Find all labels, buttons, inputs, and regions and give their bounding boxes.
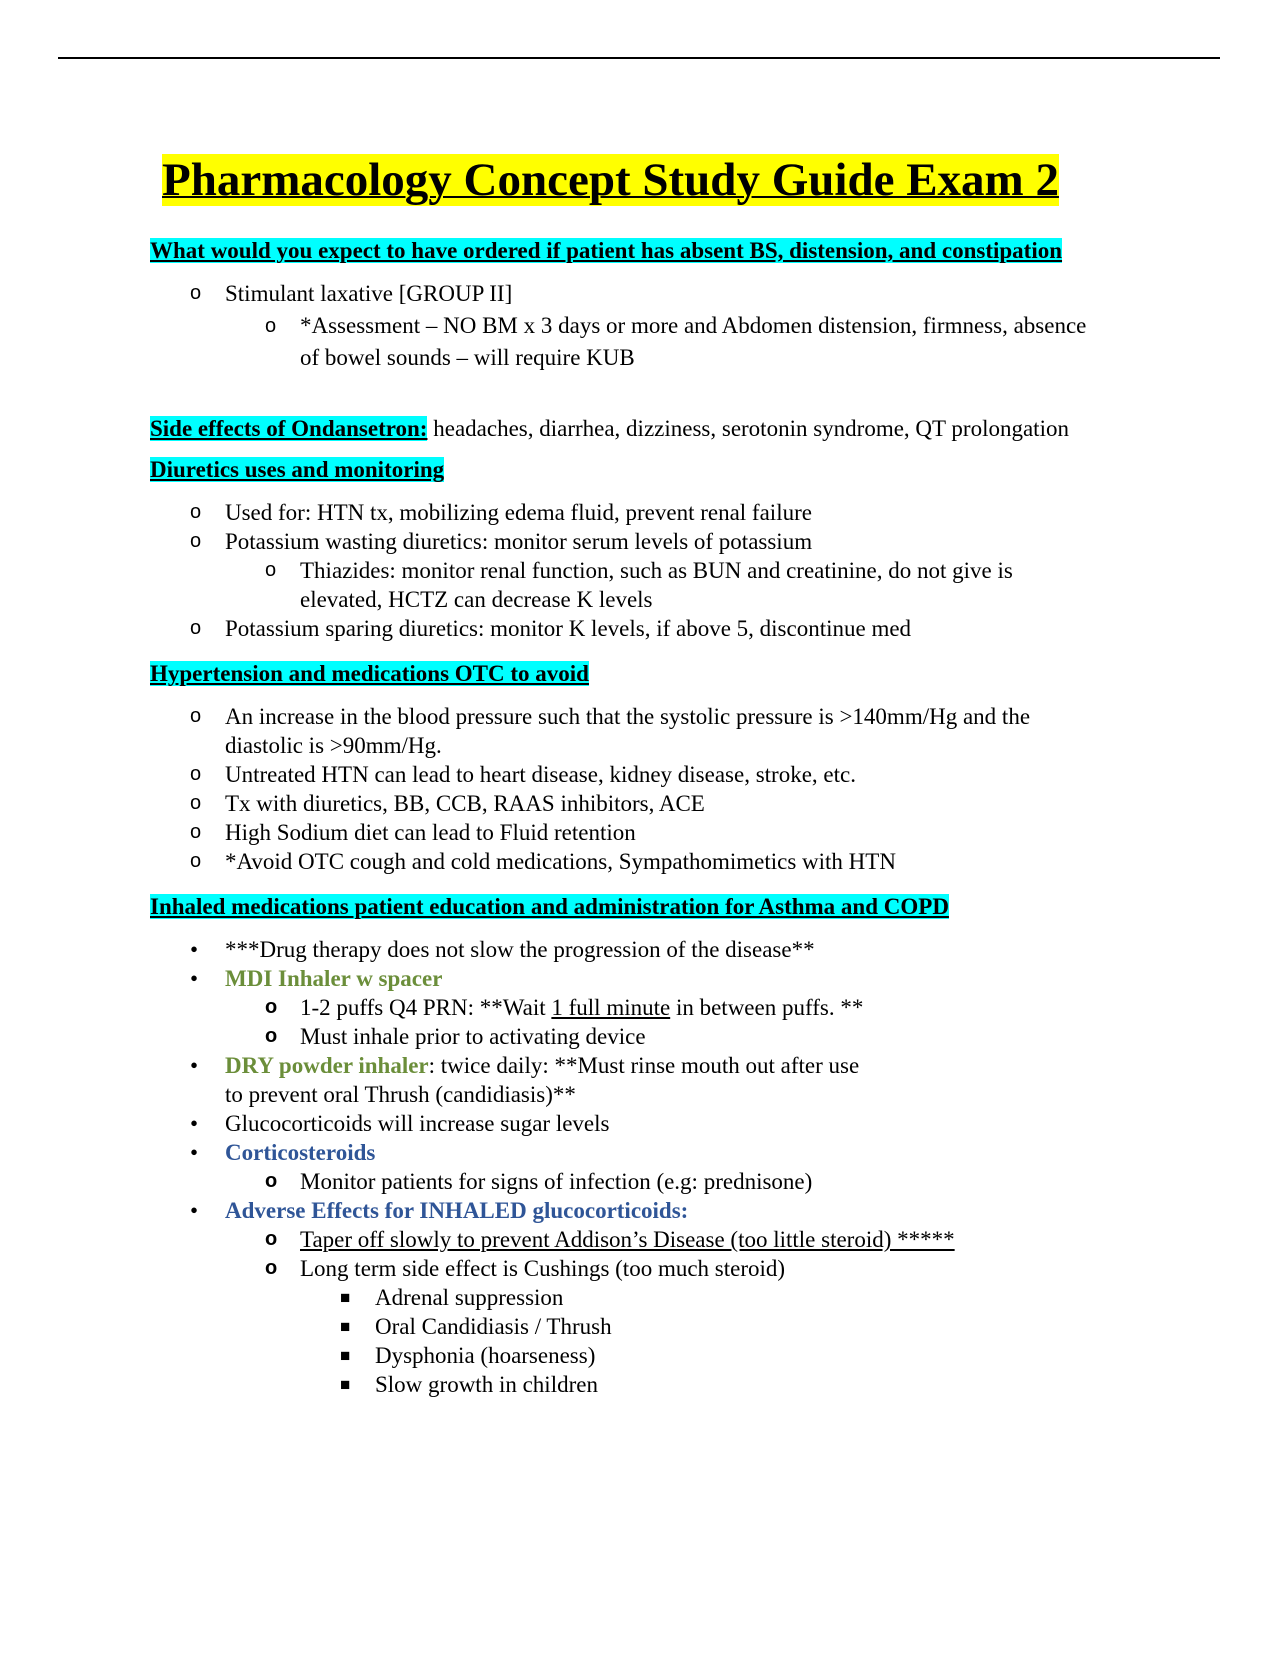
circle-bullet-icon: o — [190, 792, 202, 814]
list-item: o Used for: HTN tx, mobilizing edema fluid, prevent renal failure — [190, 500, 812, 525]
section-heading-constipation: What would you expect to have ordered if patient has absent BS, distension, and constipation — [150, 238, 1063, 263]
top-rule — [58, 57, 1220, 59]
list-item: o High Sodium diet can lead to Fluid retention — [190, 820, 636, 845]
circle-bullet-icon: o — [190, 501, 202, 523]
circle-bullet-icon: o — [190, 282, 202, 304]
list-item: • Glucocorticoids will increase sugar levels — [190, 1111, 610, 1136]
list-item: o *Assessment – NO BM x 3 days or more and Abdomen distension, firmness, absence of bowel sounds – will require KUB — [150, 310, 1090, 374]
list-item: • ***Drug therapy does not slow the progression of the disease** — [190, 937, 815, 962]
list-item: • Adverse Effects for INHALED glucocorticoids: — [190, 1198, 689, 1223]
list-item: o Untreated HTN can lead to heart disease, kidney disease, stroke, etc. — [190, 762, 856, 787]
circle-bullet-icon: o — [265, 1170, 278, 1192]
list-item: o Tx with diuretics, BB, CCB, RAAS inhibitors, ACE — [190, 791, 705, 816]
circle-bullet-icon: o — [265, 315, 277, 337]
bullet-icon: • — [190, 966, 199, 991]
list-item: o Thiazides: monitor renal function, such as BUN and creatinine, do not give is elevated, HCTZ can decrease K levels — [265, 558, 1013, 612]
circle-bullet-icon: o — [265, 1228, 278, 1250]
list-item: • DRY powder inhaler: twice daily: **Must rinse mouth out after use to prevent oral Thrush (candidiasis)** — [190, 1053, 860, 1107]
section-heading-diuretics: Diuretics uses and monitoring — [150, 457, 445, 482]
square-bullet-icon: ■ — [340, 1346, 351, 1365]
list-item: ■ Slow growth in children — [340, 1372, 598, 1397]
list-item: ■ Dysphonia (hoarseness) — [340, 1343, 596, 1368]
circle-bullet-icon: o — [265, 1257, 278, 1279]
section-heading-inhaled: Inhaled medications patient education and administration for Asthma and COPD — [150, 894, 949, 919]
circle-bullet-icon: o — [190, 530, 202, 552]
square-bullet-icon: ■ — [340, 1317, 351, 1336]
list-item: o Potassium sparing diuretics: monitor K levels, if above 5, discontinue med — [190, 616, 912, 641]
list-item: ■ Oral Candidiasis / Thrush — [340, 1314, 612, 1339]
page-title: Pharmacology Concept Study Guide Exam 2 — [162, 154, 1059, 206]
circle-bullet-icon: o — [190, 763, 202, 785]
list-item: • Corticosteroids — [190, 1140, 376, 1165]
list-item: o Long term side effect is Cushings (too much steroid) — [265, 1256, 786, 1281]
bullet-icon: • — [190, 1053, 199, 1078]
circle-bullet-icon: o — [265, 1025, 278, 1047]
list-item: • MDI Inhaler w spacer — [190, 966, 443, 991]
bullet-icon: • — [190, 1198, 199, 1223]
list-item: o An increase in the blood pressure such that the systolic pressure is >140mm/Hg and the diastolic is >90mm/Hg. — [190, 704, 1031, 758]
square-bullet-icon: ■ — [340, 1375, 351, 1394]
section-heading-hypertension: Hypertension and medications OTC to avoid — [150, 661, 589, 686]
circle-bullet-icon: o — [190, 850, 202, 872]
list-item: o Potassium wasting diuretics: monitor serum levels of potassium — [190, 529, 813, 554]
list-item: o 1-2 puffs Q4 PRN: **Wait 1 full minute in between puffs. ** — [265, 995, 864, 1020]
diuretics-list — [150, 498, 1090, 643]
inhaled-list — [150, 935, 1090, 1399]
circle-bullet-icon: o — [265, 559, 277, 581]
list-item: ■ Adrenal suppression — [340, 1285, 564, 1310]
hypertension-list — [150, 702, 1090, 876]
ondansetron-paragraph: Side effects of Ondansetron: headaches, diarrhea, dizziness, serotonin syndrome, QT prolongation — [150, 416, 1069, 441]
document-body — [150, 236, 1090, 1399]
list-item: o Monitor patients for signs of infection (e.g: prednisone) — [265, 1169, 813, 1194]
list-item: o Taper off slowly to prevent Addison’s Disease (too little steroid) ***** — [265, 1227, 955, 1252]
circle-bullet-icon: o — [190, 705, 202, 727]
circle-bullet-icon: o — [265, 996, 278, 1018]
constipation-list — [150, 279, 1090, 374]
bullet-icon: • — [190, 1140, 199, 1165]
list-item: o Stimulant laxative [GROUP II] — [190, 281, 513, 306]
list-item: o Must inhale prior to activating device — [265, 1024, 646, 1049]
circle-bullet-icon: o — [190, 617, 202, 639]
square-bullet-icon: ■ — [340, 1288, 351, 1307]
bullet-icon: • — [190, 1111, 199, 1136]
section-heading-ondansetron: Side effects of Ondansetron: — [150, 416, 428, 441]
bullet-icon: • — [190, 937, 199, 962]
circle-bullet-icon: o — [190, 821, 202, 843]
list-item: o *Avoid OTC cough and cold medications, Sympathomimetics with HTN — [190, 849, 896, 874]
